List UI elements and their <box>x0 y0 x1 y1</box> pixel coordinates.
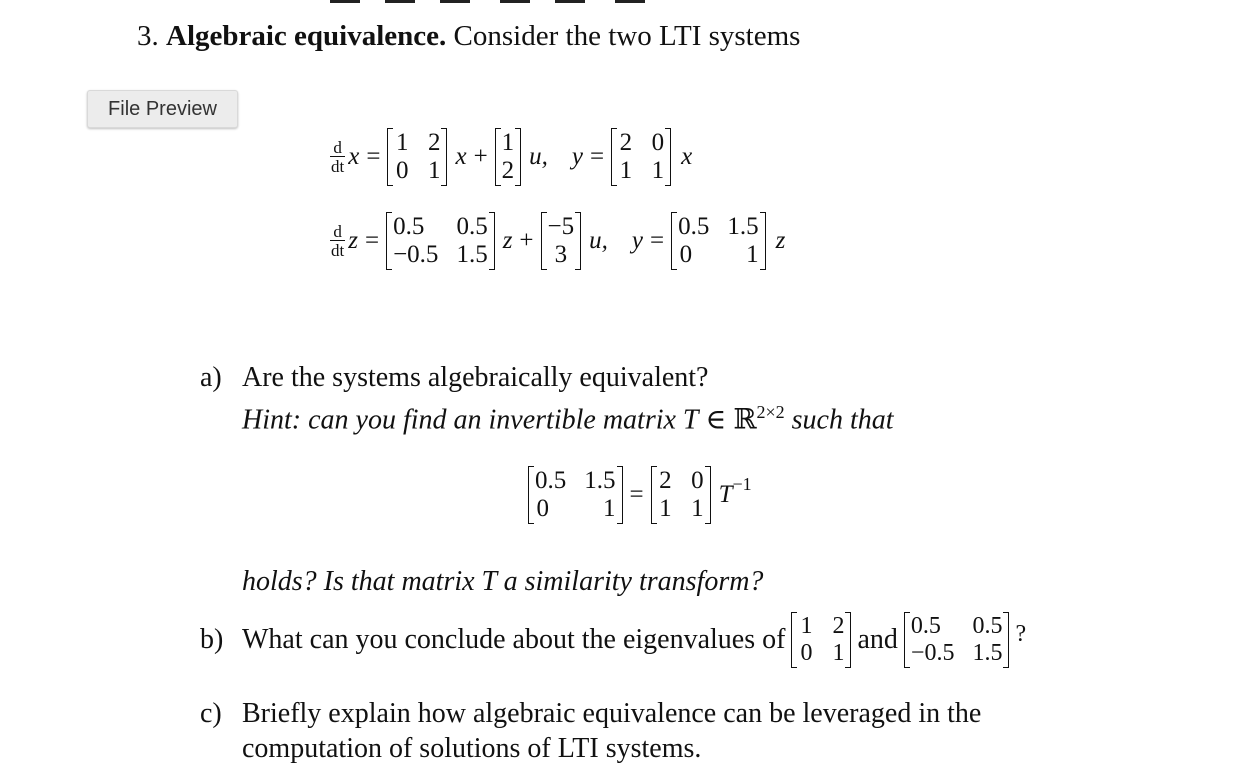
part-b-label: b) <box>200 623 224 655</box>
output-variable: y <box>631 227 643 254</box>
part-a-question: a) Are the systems algebraically equivalent? <box>200 362 709 393</box>
input-variable: u, <box>529 143 548 170</box>
problem-number: 3. <box>137 20 159 52</box>
problem-intro: Consider the two LTI systems <box>453 20 801 52</box>
derivative-operator: $\frac{d}{dt}$ <box>331 138 345 176</box>
transform-T: T <box>718 481 733 508</box>
part-a-holds: holds? Is that matrix T a similarity transform? <box>242 566 764 597</box>
matrix-C1-copy: 2 0 1 1 <box>651 466 711 524</box>
input-variable: u, <box>589 227 608 254</box>
output-variable: y <box>571 143 584 170</box>
derivative-operator: $\frac{d}{dt}$ <box>331 222 345 260</box>
system1-equation: $\frac{d}{dt}$ x = 1 2 0 1 x + 1 2 u, y = 2 0 1 1 x <box>331 129 693 184</box>
vector-B1: 1 2 <box>495 128 522 186</box>
part-a-equation: 0.5 1.5 0 1 = 2 0 1 1 T $^{-1}$ <box>528 466 752 524</box>
part-a-label: a) <box>200 362 222 393</box>
matrix-C2-copy: 0.5 1.5 0 1 <box>528 466 623 524</box>
matrix-C2: 0.5 1.5 0 1 <box>671 212 766 270</box>
file-preview-button[interactable]: File Preview <box>87 90 238 128</box>
matrix-A1-copy: 1 2 0 1 <box>791 612 851 668</box>
system2-equation: $\frac{d}{dt}$ z = 0.5 0.5 −0.5 1.5 z + −5 3 u, y = 0.5 1.5 0 1 z <box>331 213 786 268</box>
matrix-A1: 1 2 0 1 <box>387 128 447 186</box>
part-c-label: c) <box>200 698 222 729</box>
state-variable: z <box>348 227 358 254</box>
part-a-hint: Hint: can you find an invertible matrix T ∈ ℝ$^{2\times 2}$ such that <box>242 402 894 436</box>
matrix-A2: 0.5 0.5 −0.5 1.5 <box>386 212 495 270</box>
part-b-question: b) What can you conclude about the eigenvalues of 1 2 0 1 and 0.5 0.5 −0.5 1.5 ? <box>200 613 1027 666</box>
vector-B2: −5 3 <box>541 212 582 270</box>
part-c-line2: computation of solutions of LTI systems. <box>242 733 702 764</box>
state-variable: x <box>348 143 360 170</box>
cropped-text-fragment <box>330 0 690 4</box>
problem-title: Algebraic equivalence. <box>166 20 447 52</box>
part-c-line1: c) Briefly explain how algebraic equivalence can be leveraged in the <box>200 698 982 729</box>
matrix-A2-copy: 0.5 0.5 −0.5 1.5 <box>904 612 1010 668</box>
problem-heading <box>137 20 800 53</box>
matrix-C1: 2 0 1 1 <box>611 128 671 186</box>
